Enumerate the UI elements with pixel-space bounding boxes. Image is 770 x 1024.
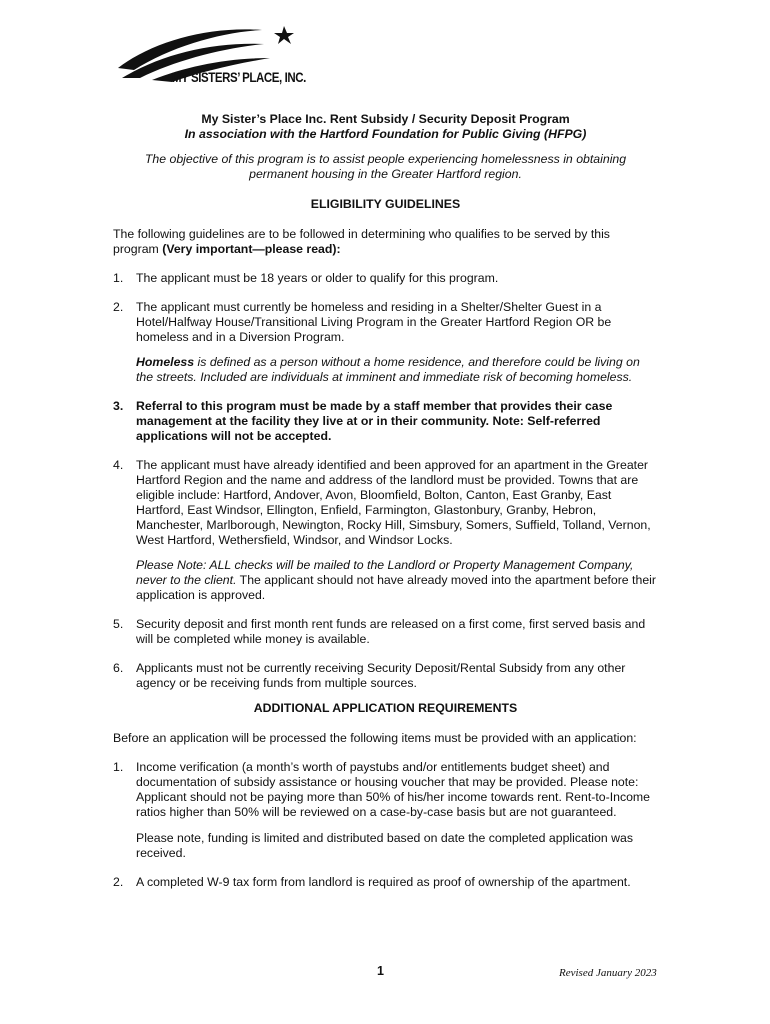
funding-note: Please note, funding is limited and distributed based on date the completed application was received. <box>136 831 633 860</box>
checks-note: Please Note: ALL checks will be mailed to the Landlord or Property Management Company, never to the client. The applicant should not have already moved into the apartment before their application is approved. <box>136 558 656 602</box>
eligibility-intro: The following guidelines are to be followed in determining who qualifies to be served by this program (Very important—please read): <box>113 227 610 256</box>
eligibility-item-2: 2. The applicant must currently be homeless and residing in a Shelter/Shelter Guest in a Hotel/Halfway House/Transitional Living Program in the Greater Hartford Region OR be homeless and in a Diversion Program. Homeless is defined as a person without a home residence, and therefore could be living on the streets. Included are individuals at imminent and immediate risk of becoming homeless. <box>113 300 658 385</box>
page-number: 1 <box>377 964 384 978</box>
organization-logo <box>112 20 312 90</box>
revision-date: Revised January 2023 <box>559 967 657 979</box>
program-subtitle: In association with the Hartford Foundation for Public Giving (HFPG) <box>184 127 587 141</box>
additional-item-2: 2. A completed W-9 tax form from landlord is required as proof of ownership of the apartment. <box>113 875 631 889</box>
program-objective: The objective of this program is to assist people experiencing homelessness in obtaining permanent housing in the Greater Hartford region. <box>144 152 627 181</box>
document-body <box>113 112 658 890</box>
logo-text: MY SISTERS’ PLACE, INC. <box>172 69 306 85</box>
eligibility-item-3: 3. Referral to this program must be made by a staff member that provides their case management at the facility they live at or in their community. Note: Self-referred applications will not be accepted. <box>113 399 613 443</box>
eligibility-item-1: 1. The applicant must be 18 years or older to qualify for this program. <box>113 271 499 285</box>
eligibility-item-4: 4. The applicant must have already identified and been approved for an apartment in the Greater Hartford Region and the name and address of the landlord must be provided. Towns that are eligible include: Hartford, Andover, Avon, Bloomfield, Bolton, Canton, East Granby, East Hartford, East Windsor, Ellington, Enfield, Farmington, Glastonbury, Granby, Hebron, Manchester, Marlborough, Newington, Rocky Hill, Simsbury, Somers, Suffield, Tolland, Vernon, West Hartford, Wethersfield, Windsor, and Windsor Locks. Please Note: ALL checks will be mailed to the Landlord or Property Management Company, never to the client. The applicant should not have already moved into the apartment before their application is approved. <box>113 458 658 603</box>
eligibility-item-6: 6. Applicants must not be currently receiving Security Deposit/Rental Subsidy from any other agency or be receiving funds from multiple sources. <box>113 661 626 690</box>
additional-intro: Before an application will be processed the following items must be provided with an application: <box>113 731 637 745</box>
additional-heading: ADDITIONAL APPLICATION REQUIREMENTS <box>253 701 518 715</box>
program-title: My Sister’s Place Inc. Rent Subsidy / Security Deposit Program <box>201 112 570 126</box>
eligibility-heading: ELIGIBILITY GUIDELINES <box>310 197 461 211</box>
eligibility-item-5: 5. Security deposit and first month rent funds are released on a first come, first served basis and will be completed while money is available. <box>113 617 646 646</box>
additional-item-1: 1. Income verification (a month’s worth of paystubs and/or entitlements budget sheet) and documentation of subsidy assistance or housing voucher that may be provided. Please note: Applicant should not be paying more than 50% of his/her income towards rent. Rent-to-Income ratios higher than 50% will be reviewed on a case-by-case basis but are not guaranteed. Please note, funding is limited and distributed based on date the completed application was received. <box>113 760 658 861</box>
homeless-definition: Homeless is defined as a person without a home residence, and therefore could be living on the streets. Included are individuals at imminent and immediate risk of becoming homeless. <box>136 355 640 384</box>
